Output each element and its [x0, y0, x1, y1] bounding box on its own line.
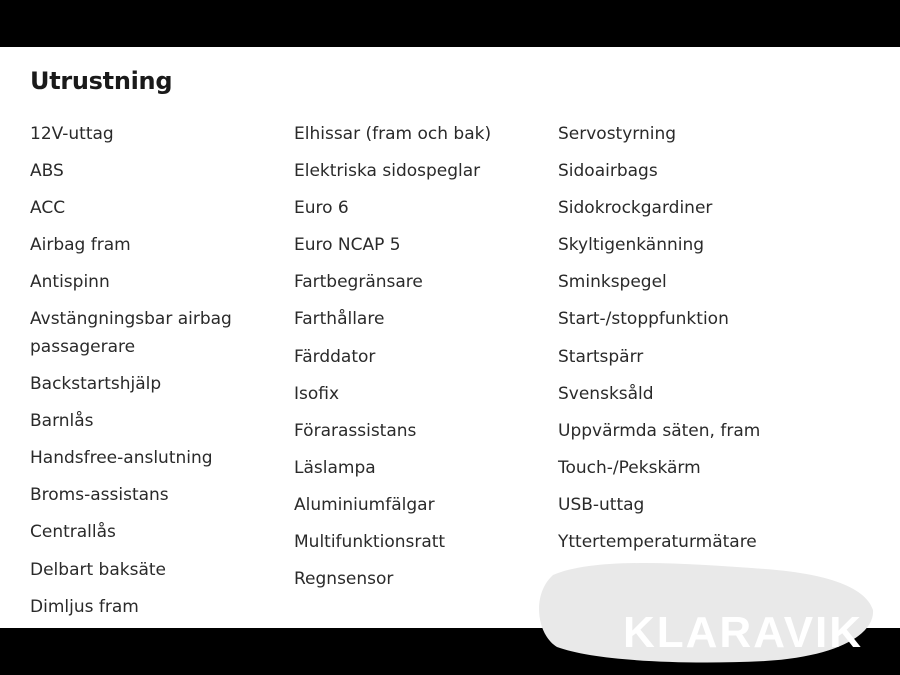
equipment-item: Delbart baksäte: [30, 559, 166, 580]
equipment-item: Multifunktionsratt: [294, 532, 446, 553]
equipment-item: Läslampa: [294, 457, 376, 478]
equipment-item: Start-/stoppfunktion: [558, 309, 729, 330]
equipment-item: USB-uttag: [558, 494, 645, 515]
klaravik-watermark: [535, 555, 875, 665]
equipment-item: Aluminiumfälgar: [294, 494, 435, 515]
equipment-panel: [0, 47, 900, 628]
equipment-item: Isofix: [294, 383, 340, 404]
equipment-item: Backstartshjälp: [30, 374, 162, 395]
section-title: Utrustning: [30, 67, 173, 95]
equipment-item: Antispinn: [30, 272, 110, 293]
equipment-item: 12V-uttag: [30, 124, 114, 144]
equipment-item: Broms-assistans: [30, 485, 169, 506]
watermark-text: KLARAVIK: [623, 608, 864, 657]
equipment-item: Färddator: [294, 346, 376, 367]
equipment-item: Avstängningsbar airbag passagerare: [30, 309, 232, 357]
equipment-item: ACC: [30, 198, 66, 219]
equipment-item: Svensksåld: [558, 383, 654, 404]
equipment-item: Touch-/Pekskärm: [558, 457, 701, 478]
equipment-item: Sidokrockgardiner: [558, 198, 713, 219]
equipment-item: Yttertemperaturmätare: [558, 532, 757, 553]
equipment-item: Farthållare: [294, 309, 385, 330]
equipment-item: Sidoairbags: [558, 161, 658, 182]
equipment-item: Fartbegränsare: [294, 272, 423, 293]
equipment-item: Regnsensor: [294, 569, 394, 590]
equipment-item: Dimljus fram: [30, 596, 139, 617]
equipment-item: ABS: [30, 161, 64, 182]
equipment-item: Handsfree-anslutning: [30, 448, 213, 469]
equipment-item: Euro NCAP 5: [294, 235, 401, 256]
equipment-column-3: [558, 121, 808, 566]
equipment-item: Sminkspegel: [558, 272, 667, 293]
equipment-item: Uppvärmda säten, fram: [558, 420, 761, 441]
equipment-item: Airbag fram: [30, 235, 131, 256]
equipment-item: Servostyrning: [558, 124, 677, 144]
equipment-item: Elektriska sidospeglar: [294, 161, 481, 182]
equipment-column-1: [30, 121, 265, 628]
equipment-item: Barnlås: [30, 411, 94, 432]
equipment-item: Centrallås: [30, 522, 116, 543]
equipment-item: Startspärr: [558, 346, 644, 367]
equipment-item: Elhissar (fram och bak): [294, 124, 492, 144]
equipment-item: Skyltigenkänning: [558, 235, 705, 256]
equipment-item: Förarassistans: [294, 420, 417, 441]
equipment-column-2: [294, 121, 544, 603]
equipment-item: Euro 6: [294, 198, 349, 219]
